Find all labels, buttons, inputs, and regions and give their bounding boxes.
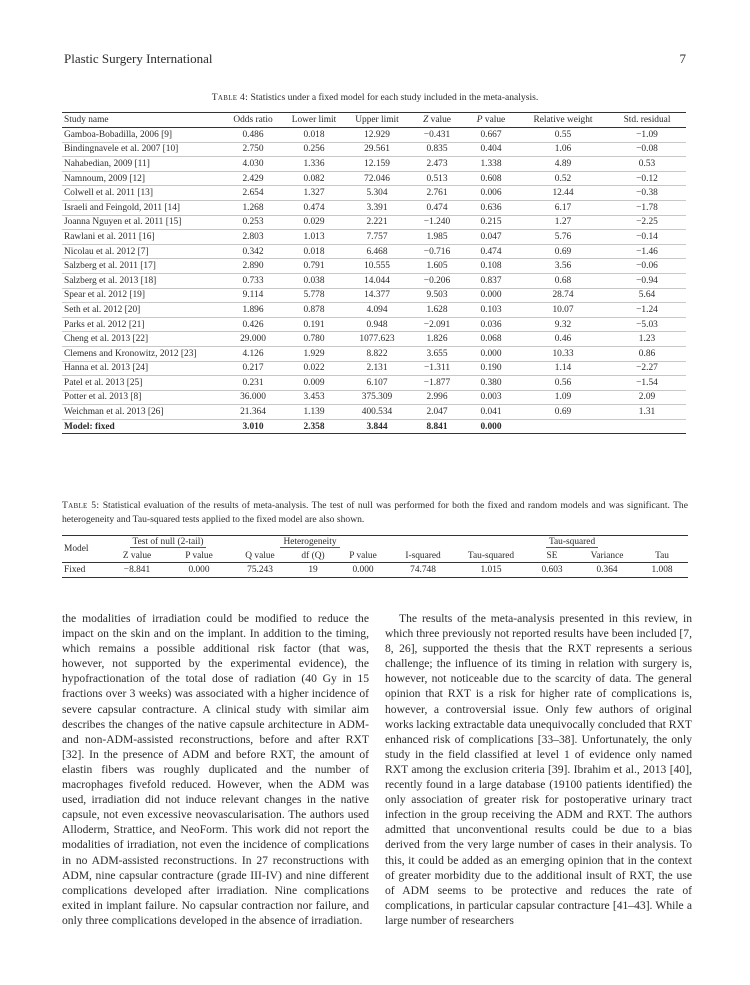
table-cell: −1.46 <box>608 244 686 259</box>
table-cell: 14.377 <box>344 288 410 303</box>
table-cell: −1.240 <box>410 215 464 230</box>
table-cell: 0.364 <box>578 563 636 578</box>
study-name-cell: Israeli and Feingold, 2011 [14] <box>62 200 222 215</box>
study-name-cell: Salzberg et al. 2011 [17] <box>62 259 222 274</box>
table-cell: 3.844 <box>344 419 410 434</box>
table-cell: 0.835 <box>410 142 464 157</box>
table-cell: 1.23 <box>608 332 686 347</box>
study-name-cell: Gamboa-Bobadilla, 2006 [9] <box>62 128 222 143</box>
table-row <box>62 376 686 391</box>
table-cell: 0.191 <box>284 317 344 332</box>
table-cell: 0.000 <box>464 346 518 361</box>
table-cell: −0.06 <box>608 259 686 274</box>
table4 <box>62 112 686 434</box>
table-cell: 2.473 <box>410 157 464 172</box>
table-cell: 0.608 <box>464 171 518 186</box>
table-cell: 9.114 <box>222 288 284 303</box>
study-name-cell: Potter et al. 2013 [8] <box>62 390 222 405</box>
table-cell: 4.89 <box>518 157 608 172</box>
table-cell: −2.25 <box>608 215 686 230</box>
table-cell: 400.534 <box>344 405 410 420</box>
table-row <box>62 346 686 361</box>
table-cell: 4.094 <box>344 303 410 318</box>
table-cell: 375.309 <box>344 390 410 405</box>
table-cell: 0.342 <box>222 244 284 259</box>
table-cell: −0.206 <box>410 273 464 288</box>
table-cell: 0.082 <box>284 171 344 186</box>
table5-subheader: Tau-squared <box>456 549 526 563</box>
body-column-right <box>385 611 692 928</box>
table-cell: 0.474 <box>410 200 464 215</box>
table-cell: −1.877 <box>410 376 464 391</box>
table-cell: −1.78 <box>608 200 686 215</box>
table-cell: 0.55 <box>518 128 608 143</box>
table-row <box>62 361 686 376</box>
table-cell: 1.628 <box>410 303 464 318</box>
table-cell: 9.503 <box>410 288 464 303</box>
table-cell: 0.018 <box>284 128 344 143</box>
table-cell: 0.047 <box>464 230 518 245</box>
table-cell: 12.159 <box>344 157 410 172</box>
table-row <box>62 317 686 332</box>
table-cell: 0.000 <box>464 288 518 303</box>
table-cell: 0.256 <box>284 142 344 157</box>
table-cell: 0.022 <box>284 361 344 376</box>
table-cell: 0.56 <box>518 376 608 391</box>
table-cell <box>518 419 608 434</box>
table-cell: 0.603 <box>526 563 578 578</box>
table-cell: 0.103 <box>464 303 518 318</box>
table5-subheader: df (Q) <box>290 549 336 563</box>
table4-column-header: Odds ratio <box>222 113 284 128</box>
table-cell: 3.655 <box>410 346 464 361</box>
table5 <box>62 535 688 578</box>
table-cell: 2.358 <box>284 419 344 434</box>
table-row <box>62 405 686 420</box>
table-cell: 36.000 <box>222 390 284 405</box>
table5-group-null: Test of null (2-tail) <box>106 536 230 550</box>
body-column-left <box>62 611 369 928</box>
table-cell: 1.31 <box>608 405 686 420</box>
table-cell: −1.09 <box>608 128 686 143</box>
table5-group-heterogeneity: Heterogeneity <box>230 536 390 550</box>
study-name-cell: Rawlani et al. 2011 [16] <box>62 230 222 245</box>
table-cell: 72.046 <box>344 171 410 186</box>
body-paragraph: the modalities of irradiation could be modified to reduce the impact on the skin and on the implant. In addition to the timing, which remains a possible additional risk factor (that was, however, not supported by the experimental evidence), the hypofractionation of the total dose of radiation (40 Gy in 15 fractions over 3 weeks) was associated with a higher incidence of severe capsular contracture. A clinical study with similar aim describes the changes of the native capsule architecture in ADM- and non-ADM-assisted reconstructions, before and after RXT [32]. In the presence of ADM and before RXT, the amount of elastin fibers was roughly duplicated and the number of macrophages fivefold reduced. However, when the ADM was used, irradiation did not induce relevant changes in the native capsule, not even excessive neovascularisation. The authors used Alloderm, Strattice, and NeoForm. This work did not report the modalities of irradiation, not even the incidence of complications in no ADM-assisted reconstructions. In 27 reconstructions with ADM, nine capsular contracture (grade III-IV) and nine different complications developed after irradiation. Nine complications exited in implant failure. No capsular contraction nor failure, and only three complications developed in the absence of irradiation. <box>62 612 369 927</box>
table-row <box>62 200 686 215</box>
table5-subheader-row <box>62 549 688 563</box>
study-name-cell: Namnoum, 2009 [12] <box>62 171 222 186</box>
table4-column-header: Std. residual <box>608 113 686 128</box>
table-cell: 3.391 <box>344 200 410 215</box>
table5-subheader: I-squared <box>390 549 456 563</box>
table-cell: 4.126 <box>222 346 284 361</box>
table-row <box>62 171 686 186</box>
table-cell: 0.474 <box>464 244 518 259</box>
table-cell: 6.107 <box>344 376 410 391</box>
study-name-cell: Nahabedian, 2009 [11] <box>62 157 222 172</box>
table-cell: 0.948 <box>344 317 410 332</box>
table-cell: 1.338 <box>464 157 518 172</box>
table4-column-header: Lower limit <box>284 113 344 128</box>
table4-column-header: Study name <box>62 113 222 128</box>
table-row <box>62 288 686 303</box>
table-cell: 1.008 <box>636 563 688 578</box>
table-cell: −0.08 <box>608 142 686 157</box>
table-cell: 0.217 <box>222 361 284 376</box>
table-cell: 10.555 <box>344 259 410 274</box>
table-cell: 3.453 <box>284 390 344 405</box>
table5-subheader: Z value <box>106 549 168 563</box>
table-cell: −0.14 <box>608 230 686 245</box>
table-cell: 2.996 <box>410 390 464 405</box>
table-cell: 74.748 <box>390 563 456 578</box>
table-cell: 29.561 <box>344 142 410 157</box>
table5-group-tau: Tau-squared <box>456 536 688 550</box>
table-cell: 0.52 <box>518 171 608 186</box>
study-name-cell: Bindingnavele et al. 2007 [10] <box>62 142 222 157</box>
table-cell: 0.000 <box>336 563 390 578</box>
study-name-cell: Hanna et al. 2013 [24] <box>62 361 222 376</box>
table-cell: 0.038 <box>284 273 344 288</box>
table-cell: 3.56 <box>518 259 608 274</box>
table-cell: −0.12 <box>608 171 686 186</box>
table-cell: 0.231 <box>222 376 284 391</box>
table-cell: 75.243 <box>230 563 290 578</box>
table-cell: 28.74 <box>518 288 608 303</box>
table-cell: 0.878 <box>284 303 344 318</box>
table-cell: −2.091 <box>410 317 464 332</box>
table-cell: 1.929 <box>284 346 344 361</box>
table-cell: 0.46 <box>518 332 608 347</box>
table-cell: 6.468 <box>344 244 410 259</box>
table-cell: 12.929 <box>344 128 410 143</box>
table-cell: 21.364 <box>222 405 284 420</box>
table-cell: 2.803 <box>222 230 284 245</box>
table-cell: 0.667 <box>464 128 518 143</box>
table-cell: −0.38 <box>608 186 686 201</box>
study-name-cell: Nicolau et al. 2012 [7] <box>62 244 222 259</box>
table-cell: 0.068 <box>464 332 518 347</box>
table-cell: 29.000 <box>222 332 284 347</box>
table4-column-header: Z value <box>410 113 464 128</box>
table-cell: 2.761 <box>410 186 464 201</box>
table-cell: 1.826 <box>410 332 464 347</box>
study-name-cell: Salzberg et al. 2013 [18] <box>62 273 222 288</box>
table-row <box>62 142 686 157</box>
table-cell: 0.253 <box>222 215 284 230</box>
study-name-cell: Patel et al. 2013 [25] <box>62 376 222 391</box>
table4-total-row <box>62 419 686 434</box>
table-cell: 0.733 <box>222 273 284 288</box>
table5-caption <box>62 499 688 527</box>
table-cell: 3.010 <box>222 419 284 434</box>
study-name-cell: Joanna Nguyen et al. 2011 [15] <box>62 215 222 230</box>
table-cell: 0.68 <box>518 273 608 288</box>
table-cell: 0.69 <box>518 244 608 259</box>
table5-subheader: Tau <box>636 549 688 563</box>
table-cell: 12.44 <box>518 186 608 201</box>
table4-caption <box>0 92 750 103</box>
table-cell: 1.268 <box>222 200 284 215</box>
table-cell: 19 <box>290 563 336 578</box>
table4-header-row <box>62 113 686 128</box>
table-cell: 2.09 <box>608 390 686 405</box>
table-cell: 0.69 <box>518 405 608 420</box>
journal-title: Plastic Surgery International <box>64 51 213 66</box>
table-cell: 10.07 <box>518 303 608 318</box>
table-cell: 1077.623 <box>344 332 410 347</box>
table-cell: 0.029 <box>284 215 344 230</box>
table-row <box>62 186 686 201</box>
table5-subheader: P value <box>168 549 230 563</box>
table-cell: 1.985 <box>410 230 464 245</box>
table-cell: 0.018 <box>284 244 344 259</box>
table-cell: 1.139 <box>284 405 344 420</box>
study-name-cell: Model: fixed <box>62 419 222 434</box>
table-row <box>62 157 686 172</box>
table-cell: 0.780 <box>284 332 344 347</box>
table-cell: 9.32 <box>518 317 608 332</box>
table5-data-row <box>62 563 688 578</box>
table-cell: −1.24 <box>608 303 686 318</box>
table-cell: 8.841 <box>410 419 464 434</box>
page-number: 7 <box>679 51 686 66</box>
table5-subheader: P value <box>336 549 390 563</box>
table-cell: 0.636 <box>464 200 518 215</box>
table-cell: 0.380 <box>464 376 518 391</box>
table-cell: 0.215 <box>464 215 518 230</box>
table-cell: 0.513 <box>410 171 464 186</box>
table-cell: 0.404 <box>464 142 518 157</box>
table5-label: Table 5: <box>62 500 100 511</box>
table-cell: −0.431 <box>410 128 464 143</box>
table-cell: 1.896 <box>222 303 284 318</box>
table5-subheader: SE <box>526 549 578 563</box>
table-cell: 2.131 <box>344 361 410 376</box>
table-row <box>62 273 686 288</box>
study-name-cell: Cheng et al. 2013 [22] <box>62 332 222 347</box>
study-name-cell: Spear et al. 2012 [19] <box>62 288 222 303</box>
study-name-cell: Colwell et al. 2011 [13] <box>62 186 222 201</box>
table4-column-header: Relative weight <box>518 113 608 128</box>
table-cell <box>608 419 686 434</box>
table-cell: −1.311 <box>410 361 464 376</box>
table-cell: 0.791 <box>284 259 344 274</box>
table4-body <box>62 128 686 434</box>
body-paragraph: The results of the meta-analysis presented in this review, in which three previously not reported results have been included [7, 8, 26], supported the thesis that the RXT represents a serious challenge; the influence of its timing in relation with surgery is, however, not noticeable due to the scarcity of data. The general opinion that RXT is a risk for higher rate of complications is, however, a controversial issue. Only few authors of original works lacking extractable data unequivocally concluded that RXT enhanced risk of complications [33–38]. Unfortunately, the only study in the field classified at level 1 of evidence only named RXT among the exclusion criteria [39]. Ibrahim et al., 2013 [40], recently found in a large database (19100 patients identified) the only association of greater risk for postoperative urinary tract infection in the group receiving the ADM and RXT. The authors admitted that unconventional results could be due to a bias derived from the very large number of cases in their analysis. To this, it could be added as an emerging opinion that in the context of greater morbidity due to the additional insult of RXT, the use of ADM seems to be protective and reduces the rate of complications, in particular capsular contracture [41–43]. While a large number of researchers <box>385 612 692 927</box>
table-cell: 0.006 <box>464 186 518 201</box>
table5-subheader: Q value <box>230 549 290 563</box>
table-cell: 5.778 <box>284 288 344 303</box>
table-cell: −0.716 <box>410 244 464 259</box>
table-cell: 2.221 <box>344 215 410 230</box>
table-cell: 1.013 <box>284 230 344 245</box>
table-cell: 14.044 <box>344 273 410 288</box>
table-row <box>62 303 686 318</box>
study-name-cell: Weichman et al. 2013 [26] <box>62 405 222 420</box>
table-row <box>62 259 686 274</box>
table-row <box>62 215 686 230</box>
table-cell: 5.304 <box>344 186 410 201</box>
table-cell: 0.474 <box>284 200 344 215</box>
table-cell: 5.64 <box>608 288 686 303</box>
table4-column-header: P value <box>464 113 518 128</box>
table-cell: 2.429 <box>222 171 284 186</box>
table-cell: 4.030 <box>222 157 284 172</box>
table-cell: −2.27 <box>608 361 686 376</box>
table-cell: 2.890 <box>222 259 284 274</box>
table-cell: −8.841 <box>106 563 168 578</box>
table-cell: 0.003 <box>464 390 518 405</box>
table-cell: 0.041 <box>464 405 518 420</box>
table-cell: 1.09 <box>518 390 608 405</box>
table-cell: 10.33 <box>518 346 608 361</box>
table-cell: 0.190 <box>464 361 518 376</box>
table-cell: 8.822 <box>344 346 410 361</box>
study-name-cell: Clemens and Kronowitz, 2012 [23] <box>62 346 222 361</box>
table-cell: 0.108 <box>464 259 518 274</box>
table-row <box>62 390 686 405</box>
table4-caption-text: Statistics under a fixed model for each study included in the meta-analysis. <box>250 92 539 103</box>
table-row <box>62 332 686 347</box>
table-row <box>62 244 686 259</box>
table-cell: 2.047 <box>410 405 464 420</box>
table-cell: 6.17 <box>518 200 608 215</box>
table-cell: 1.06 <box>518 142 608 157</box>
table-cell: 0.86 <box>608 346 686 361</box>
table5-model-cell: Fixed <box>62 563 106 578</box>
table-cell: 1.336 <box>284 157 344 172</box>
table-cell: −0.94 <box>608 273 686 288</box>
page-header <box>64 51 686 71</box>
table-cell: 0.486 <box>222 128 284 143</box>
table-cell: 0.426 <box>222 317 284 332</box>
table-cell: 0.036 <box>464 317 518 332</box>
study-name-cell: Parks et al. 2012 [21] <box>62 317 222 332</box>
table-cell: 1.605 <box>410 259 464 274</box>
table4-column-header: Upper limit <box>344 113 410 128</box>
table-row <box>62 230 686 245</box>
table-cell: 1.14 <box>518 361 608 376</box>
table5-subheader: Variance <box>578 549 636 563</box>
table-cell: −5.03 <box>608 317 686 332</box>
table-cell: 1.015 <box>456 563 526 578</box>
table-cell: 7.757 <box>344 230 410 245</box>
table5-model-header: Model <box>62 536 106 563</box>
study-name-cell: Seth et al. 2012 [20] <box>62 303 222 318</box>
table5-caption-text: Statistical evaluation of the results of meta-analysis. The test of null was performed for both the fixed and random models and was significant. The heterogeneity and Tau-squared tests applied to the fixed model are also shown. <box>62 500 688 525</box>
table-cell: 0.009 <box>284 376 344 391</box>
table-cell: 0.000 <box>464 419 518 434</box>
table-cell: 2.750 <box>222 142 284 157</box>
table-cell: −1.54 <box>608 376 686 391</box>
table-cell: 0.53 <box>608 157 686 172</box>
table-cell: 1.27 <box>518 215 608 230</box>
table-row <box>62 128 686 143</box>
table-cell: 5.76 <box>518 230 608 245</box>
table-cell: 0.837 <box>464 273 518 288</box>
table-cell: 1.327 <box>284 186 344 201</box>
table-cell: 2.654 <box>222 186 284 201</box>
table-cell: 0.000 <box>168 563 230 578</box>
table4-label: Table 4: <box>211 92 249 103</box>
